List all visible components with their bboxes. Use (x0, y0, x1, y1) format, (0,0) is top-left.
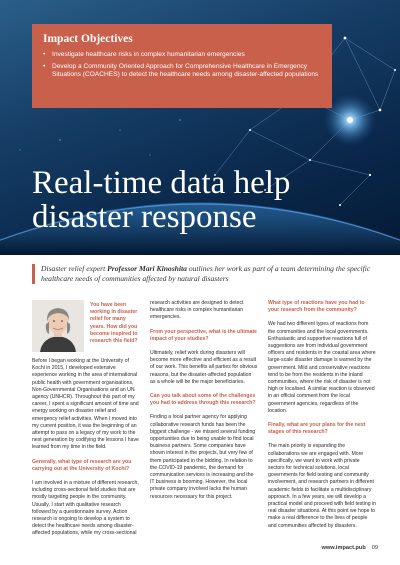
headline-line-1: Real-time data help (32, 165, 291, 201)
impact-objective-item: • Investigate healthcare risks in complex humanitarian emergencies (43, 51, 321, 59)
impact-objectives-title: Impact Objectives (43, 33, 133, 45)
answer-1: Before I began working at the University of Kochi in 2015, I developed extensive experience working in the area of international public health with government organisations, Non-Governmental Organisations and an UN agency (UNHCR). Throughout this part of my career, I spent a significant amount of time and energy working on disaster relief and emergency relief activities. When I moved into my current position, it was the beginning of an attempt to pass on a legacy of my work to the next generation by codifying the lessons I have learned from my time in the field. (32, 358, 139, 451)
answer-5: We had two different types of reactions from the communities and the local governments. Enthusiastic and supportive reactions full of suggestions are from individual government officers and residents in the coastal area where large-scale disaster damage is warned by the government. Mild and conservative reactions tend to be from the residents in the inland communities, where the risk of disaster is not high or localised. A similar reaction is observed in an official comment from the local government agencies, regardless of the location. (268, 321, 376, 414)
question-6: Finally, what are your plans for the next stages of this research? (268, 422, 366, 436)
interviewee-portrait (32, 300, 84, 352)
standfirst-lead: Disaster relief expert (41, 264, 108, 273)
question-1: You have been working in disaster relief for many years. How did you become inspired to research this field? (90, 302, 138, 345)
portrait-row (32, 300, 140, 352)
question-3: From your perspective, what is the ultimate impact of your studies? (150, 328, 257, 342)
answer-4: Finding a local partner agency for applying collaborative research funds has been the biggest challenge - we missed several funding opportunities due to being unable to find local business partners. Some companies have shown interest in the projects, but very few of them participated in the bidding. In relation to the COVID-19 pandemic, the demand for communication services is increasing and the IT business is booming. However, the local private company involved lacks the human resources necessary for this project. (150, 414, 256, 500)
answer-6: The main priority is expanding the collaborations we are engaged with. More specifically, we want to work with private sectors for technical solutions, local governments for field testing and community involvement, and research partners in different academic fields to facilitate a multidisciplinary approach. In a few years, we will develop a practical model and proceed with field testing in real disaster situations. At this point we hope to make a real difference to the lives of people and communities affected by disasters. (268, 443, 377, 529)
standfirst (32, 264, 378, 284)
impact-objective-item: • Develop a Community Oriented Approach for Comprehensive Healthcare in Emergency Situations (COACHES) to detect the healthcare needs among disaster-affected populations (43, 63, 321, 79)
answer-2: I am involved in a mixture of different research, including cross-sectional field studies that are mostly targeting people in the community. Usually, I start with qualitative research followed by a questionnaire survey. Action research is ongoing to develop a system to detect the healthcare needs among disaster-affected populations, while my cross-sectional (32, 480, 139, 537)
column-1 (32, 300, 140, 545)
interviewee-name: Professor Mari Kinoshita (107, 264, 187, 273)
column-2 (150, 300, 258, 508)
article-headline (32, 166, 372, 234)
question-5: What type of reactions have you had to your research from the community? (268, 300, 365, 314)
column-3 (268, 300, 376, 537)
page-number: 09 (371, 545, 378, 551)
footer-url[interactable]: www.impact.pub (321, 545, 366, 551)
impact-objectives-box (32, 24, 332, 108)
headline-line-2: disaster response (32, 199, 257, 235)
answer-2-continued: research activities are designed to detect healthcare risks in complex humanitarian emergencies. (150, 300, 244, 321)
hero-banner (0, 0, 400, 255)
page-footer (322, 545, 378, 551)
standfirst-rest: outlines her work as part of a team determining the specific healthcare needs of communities affected by natural disasters (41, 264, 371, 283)
question-2: Generally, what type of research are you carrying out at the University of Kochi? (32, 458, 132, 472)
impact-objectives-list (43, 51, 321, 80)
portrait-photo (32, 300, 84, 352)
question-4: Can you talk about some of the challenges you had to address through this research? (150, 393, 256, 407)
answer-3: Ultimately, relief work during disasters will become more effective and efficient as a result of our work. This benefits all parties for obvious reasons, but the disaster-affected population as a whole will be the major beneficiaries. (150, 350, 258, 385)
